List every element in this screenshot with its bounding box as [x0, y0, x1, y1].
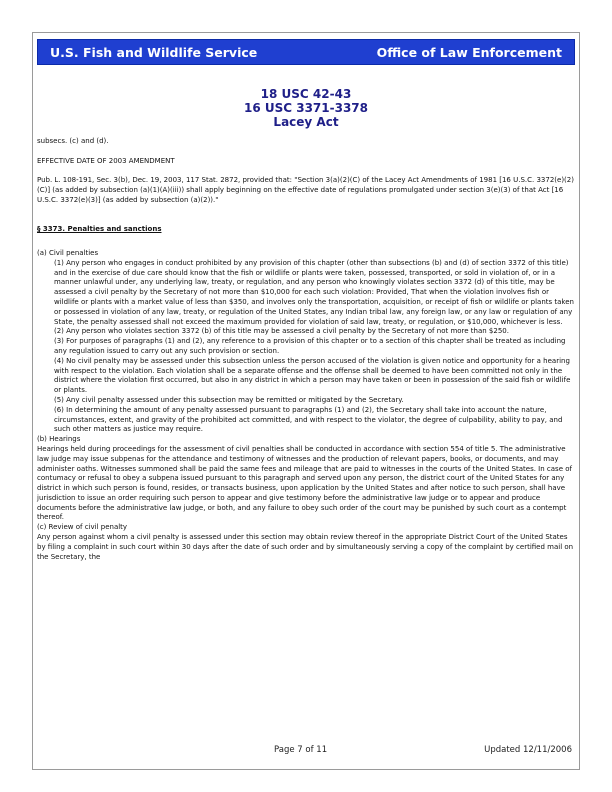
paragraph-a2: (2) Any person who violates section 3372 (b) of this title may be assessed a civil penalty by the Secretary of not more than $250. — [54, 327, 509, 336]
title-line-1: 18 USC 42-43 — [260, 87, 352, 101]
subsection-b-heading: (b) Hearings — [37, 435, 81, 444]
paragraph-a5: (5) Any civil penalty assessed under this subsection may be remitted or mitigated by the Secretary. — [54, 395, 404, 404]
header-banner — [37, 39, 575, 65]
title-line-3: Lacey Act — [273, 115, 339, 129]
title-line-2: 16 USC 3371-3378 — [243, 101, 369, 115]
agency-name: U.S. Fish and Wildlife Service — [50, 44, 258, 60]
page-footer — [37, 745, 575, 757]
office-name: Office of Law Enforcement — [376, 44, 562, 60]
page-number: Page 7 of 11 — [274, 745, 328, 755]
section-heading: § 3373. Penalties and sanctions — [37, 225, 162, 234]
paragraph-a1: (1) Any person who engages in conduct prohibited by any provision of this chapter (other than subsections (b) and (d) of section 3372 of this title) and in the exercise of due care should know that the fish or wildlife or plants were taken, possessed, transported, or sold in violation of, or in a manner unlawful under, any underlying law, treaty, or regulation, and any person who knowingly violates section 3372 (d) of this title, may be assessed a civil penalty by the Secretary of not more than $10,000 for each such violation: Provided, That when the violation involves fish or wildlife or plants with a market value of less than $350, and involves only the transportation, acquisition, or receipt of fish or wildlife or plants taken or possessed in violation of any law, treaty, or regulation of the United States, any Indian tribal law, any foreign law, or any law or regulation of any State, the penalty assessed shall not exceed the maximum provided for violation of said law, treaty, or regulation, or $10,000, whichever is less. — [54, 258, 574, 326]
effective-date-heading: EFFECTIVE DATE OF 2003 AMENDMENT — [37, 156, 175, 165]
paragraph-a3: (3) For purposes of paragraphs (1) and (2), any reference to a provision of this chapter or to a section of this chapter shall be treated as including any regulation issued to carry out any such provision or section. — [54, 337, 566, 355]
subsection-c-text: Any person against whom a civil penalty is assessed under this section may obtain review thereof in the appropriate District Court of the United States by filing a complaint in such court within 30 days after the date of such order and by simultaneously serving a copy of the complaint by certified mail on the Secretary, the — [37, 533, 574, 561]
subsection-c-heading: (c) Review of civil penalty — [37, 523, 128, 532]
subsecs-line: subsecs. (c) and (d). — [37, 137, 109, 145]
paragraph-a4: (4) No civil penalty may be assessed under this subsection unless the person accused of the violation is given notice and opportunity for a hearing with respect to the violation. Each violation shall be a separate offense and the offense shall be deemed to have been committed not only in the district where the violation first occurred, but also in any district in which a person may have taken or been in possession of the said fish or wildlife or plants. — [54, 356, 571, 395]
effective-date-text: Pub. L. 108-191, Sec. 3(b), Dec. 19, 2003, 117 Stat. 2872, provided that: "Section 3(a)(2)(C) of the Lacey Act Amendments of 1981 [16 U.S.C. 3372(e)(2)(C)] (as added by subsection (a)(1)(A)(iii)) shall apply beginning on the effective date of regulations promulgated under section 3(e)(3) of that Act [16 U.S.C. 3372(e)(3)] (as added by subsection (a)(2))." — [37, 176, 574, 204]
document-body — [37, 137, 575, 562]
updated-date: Updated 12/11/2006 — [484, 745, 572, 755]
document-title — [37, 87, 575, 129]
subsection-b-text: Hearings held during proceedings for the assessment of civil penalties shall be conducted in accordance with section 554 of title 5. The administrative law judge may issue subpenas for the attendance and testimony of witnesses and the production of relevant papers, books, or documents, and may administer oaths. Witnesses summoned shall be paid the same fees and mileage that are paid to witnesses in the courts of the United States. In case of contumacy or refusal to obey a subpena issued pursuant to this paragraph and served upon any person, the district court of the United States for any district in which such person is found, resides, or transacts business, upon application by the United States and after notice to such person, shall have jurisdiction to issue an order requiring such person to appear and give testimony before the administrative law judge or to appear and produce documents before the administrative law judge, or both, and any failure to obey such order of the court may be punished by such court as a contempt thereof. — [37, 444, 572, 522]
subsection-a-heading: (a) Civil penalties — [37, 248, 99, 257]
paragraph-a6: (6) In determining the amount of any penalty assessed pursuant to paragraphs (1) and (2), the Secretary shall take into account the nature, circumstances, extent, and gravity of the prohibited act committed, and with respect to the violator, the degree of culpability, ability to pay, and such other matters as justice may require. — [54, 405, 563, 434]
